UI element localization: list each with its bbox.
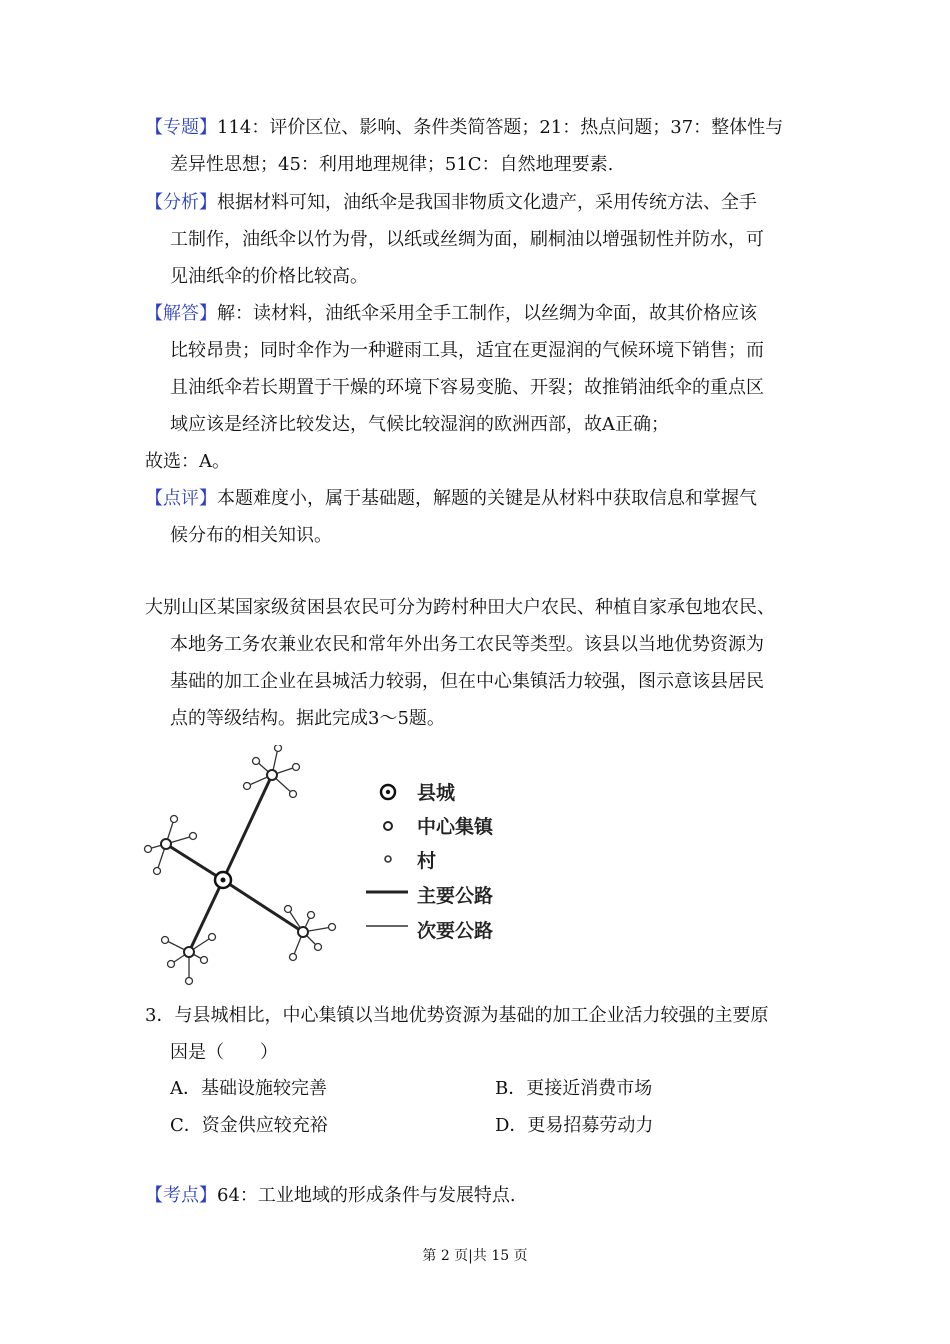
question-line: 3．与县城相比，中心集镇以当地优势资源为基础的加工企业活力较强的主要原 xyxy=(145,1005,769,1026)
county-seat-icon xyxy=(215,872,231,888)
material-line: 本地务工务农兼业农民和常年外出务工农民等类型。该县以当地优势资源为 xyxy=(170,634,764,655)
dianping-tag: 【点评】 xyxy=(145,488,217,509)
central-towns xyxy=(161,770,308,957)
dianping-line: 候分布的相关知识。 xyxy=(170,525,332,546)
legend-label: 主要公路 xyxy=(417,885,494,907)
jieda-tag: 【解答】 xyxy=(145,303,217,324)
jieda-line: 域应该是经济比较发达，气候比较湿润的欧洲西部，故A正确； xyxy=(170,414,669,435)
jieda-line: 且油纸伞若长期置于干燥的环境下容易变脆、开裂；故推销油纸伞的重点区 xyxy=(170,377,764,398)
fenxi-line: 工制作，油纸伞以竹为骨，以纸或丝绸为面，刷桐油以增强韧性并防水，可 xyxy=(170,229,764,250)
zhuanti-line: 【专题】114：评价区位、影响、条件类简答题；21：热点问题；37：整体性与 xyxy=(145,117,784,138)
zhuanti-tag: 【专题】 xyxy=(145,117,217,138)
legend-town-icon xyxy=(384,822,392,830)
page-footer: 第 2 页|共 15 页 xyxy=(422,1248,528,1264)
kaodian-line: 【考点】64：工业地域的形成条件与发展特点. xyxy=(145,1185,516,1206)
zhuanti-line: 差异性思想；45：利用地理规律；51C：自然地理要素. xyxy=(170,154,614,175)
secondary-roads-villages xyxy=(145,745,336,985)
material-line: 大别山区某国家级贫困县农民可分为跨村种田大户农民、种植自家承包地农民、 xyxy=(145,597,775,618)
legend-village-icon xyxy=(385,856,391,862)
jieda-line: 【解答】解：读材料，油纸伞采用全手工制作，以丝绸为伞面，故其价格应该 xyxy=(145,303,757,324)
option-b: B．更接近消费市场 xyxy=(495,1078,653,1099)
dianping-line: 【点评】本题难度小，属于基础题，解题的关键是从材料中获取信息和掌握气 xyxy=(145,488,757,509)
material-line: 基础的加工企业在县城活力较弱，但在中心集镇活力较强，图示意该县居民 xyxy=(170,671,764,692)
fenxi-line: 见油纸伞的价格比较高。 xyxy=(170,266,368,287)
legend-label: 次要公路 xyxy=(417,920,494,942)
jieda-line: 比较昂贵；同时伞作为一种避雨工具，适宜在更湿润的气候环境下销售；而 xyxy=(170,340,764,361)
question-line: 因是（ ） xyxy=(170,1042,278,1063)
main-roads xyxy=(166,775,303,952)
legend xyxy=(366,782,495,942)
legend-label: 县城 xyxy=(417,782,456,804)
settlement-hierarchy-figure xyxy=(140,745,520,990)
option-a: A．基础设施较完善 xyxy=(170,1078,327,1099)
legend-label: 中心集镇 xyxy=(417,816,494,838)
option-d: D．更易招募劳动力 xyxy=(495,1115,654,1136)
legend-label: 村 xyxy=(417,850,437,872)
kaodian-tag: 【考点】 xyxy=(145,1185,217,1206)
fenxi-line: 【分析】根据材料可知，油纸伞是我国非物质文化遗产，采用传统方法、全手 xyxy=(145,192,757,213)
answer-line: 故选：A。 xyxy=(145,451,230,472)
option-c: C．资金供应较充裕 xyxy=(170,1115,328,1136)
material-line: 点的等级结构。据此完成3～5题。 xyxy=(170,708,445,729)
fenxi-tag: 【分析】 xyxy=(145,192,217,213)
